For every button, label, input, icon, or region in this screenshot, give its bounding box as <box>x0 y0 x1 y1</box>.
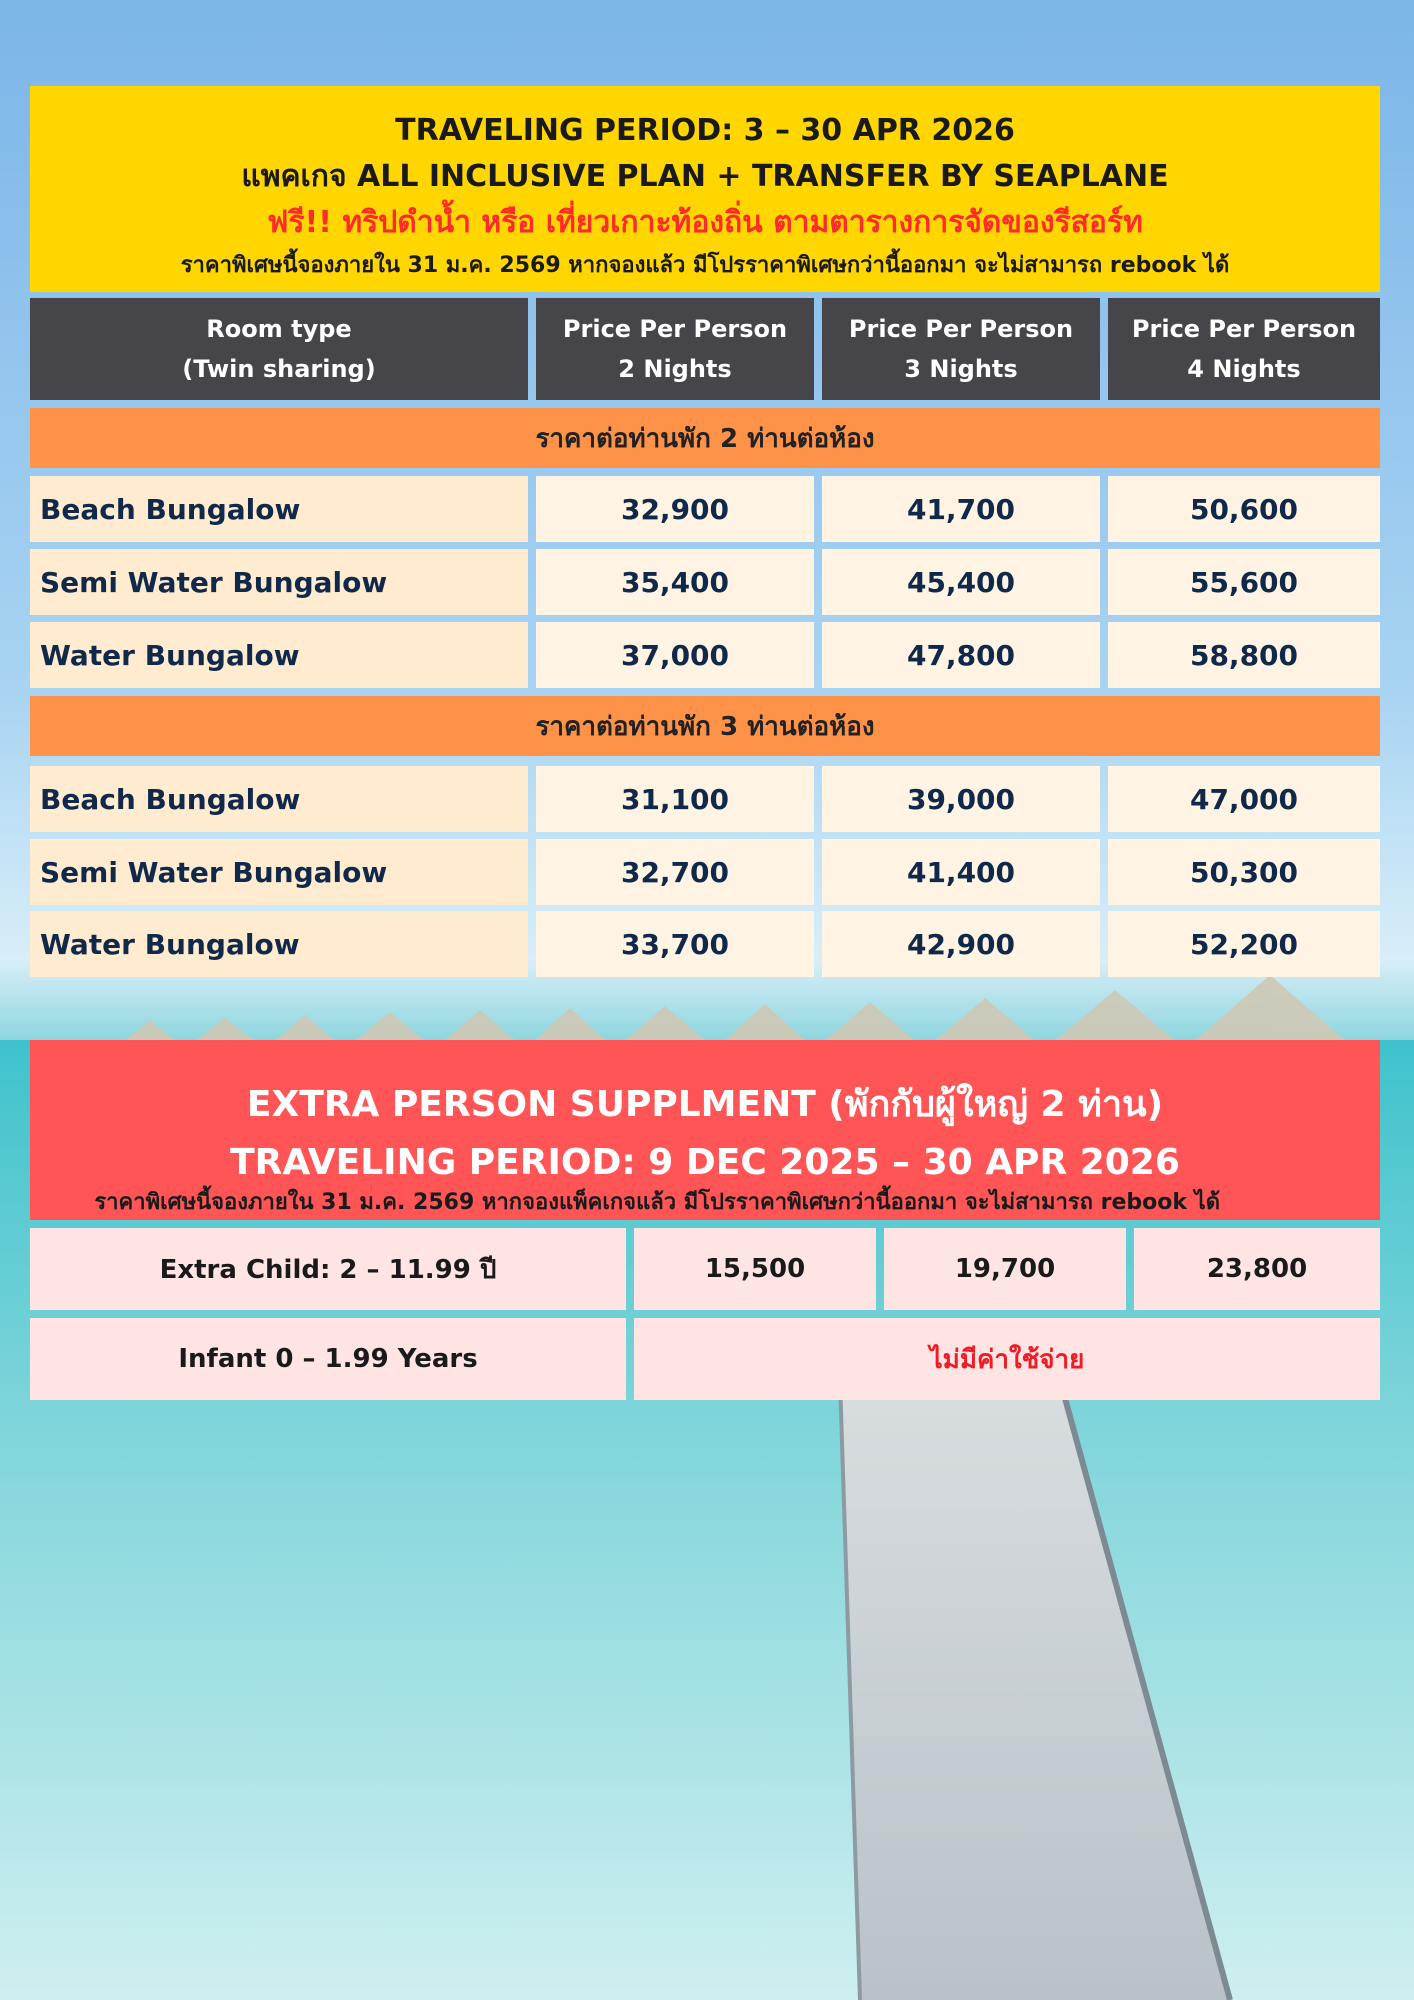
price-cell: 33,700 <box>536 911 814 977</box>
header-line: (Twin sharing) <box>182 355 376 383</box>
room-name: Semi Water Bungalow <box>30 839 528 905</box>
price-cell: 58,800 <box>1108 622 1380 688</box>
room-name: Water Bungalow <box>30 622 528 688</box>
column-header-room-type <box>30 298 528 400</box>
price-cell: 50,600 <box>1108 476 1380 542</box>
infant-label: Infant 0 – 1.99 Years <box>30 1318 626 1400</box>
room-name: Beach Bungalow <box>30 766 528 832</box>
room-name: Semi Water Bungalow <box>30 549 528 615</box>
header-line: 3 Nights <box>904 355 1018 383</box>
price-cell: 42,900 <box>822 911 1100 977</box>
header-line: Price Per Person <box>1131 315 1357 343</box>
extra-booking-note: ราคาพิเศษนี้จองภายใน 31 ม.ค. 2569 หากจองแพ็คเกจแล้ว มีโปรราคาพิเศษกว่านี้ออกมา จะไม่สามารถ rebook ได้ <box>94 1190 1220 1215</box>
column-header-3-nights <box>822 298 1100 400</box>
price-cell: 47,000 <box>1108 766 1380 832</box>
price-cell: 32,700 <box>536 839 814 905</box>
extra-person-period: TRAVELING PERIOD: 9 DEC 2025 – 30 APR 2026 <box>230 1142 1180 1183</box>
section-title-3-per-room: ราคาต่อท่านพัก 3 ท่านต่อห้อง <box>30 696 1380 756</box>
section-title-2-per-room: ราคาต่อท่านพัก 2 ท่านต่อห้อง <box>30 408 1380 468</box>
price-cell: 47,800 <box>822 622 1100 688</box>
column-header-2-nights <box>536 298 814 400</box>
extra-child-price: 15,500 <box>634 1228 876 1310</box>
room-name: Water Bungalow <box>30 911 528 977</box>
price-cell: 35,400 <box>536 549 814 615</box>
package-title: แพคเกจ ALL INCLUSIVE PLAN + TRANSFER BY SEAPLANE <box>241 159 1169 194</box>
price-cell: 37,000 <box>536 622 814 688</box>
column-header-4-nights <box>1108 298 1380 400</box>
header-line: 2 Nights <box>618 355 732 383</box>
room-name: Beach Bungalow <box>30 476 528 542</box>
price-cell: 32,900 <box>536 476 814 542</box>
price-cell: 31,100 <box>536 766 814 832</box>
package-header <box>30 86 1380 292</box>
free-offer: ฟรี!! ทริปดำน้ำ หรือ เที่ยวเกาะท้องถิ่น ตามตารางการจัดของรีสอร์ท <box>267 205 1143 240</box>
header-line: 4 Nights <box>1187 355 1301 383</box>
price-cell: 39,000 <box>822 766 1100 832</box>
price-cell: 41,700 <box>822 476 1100 542</box>
traveling-period: TRAVELING PERIOD: 3 – 30 APR 2026 <box>395 113 1015 148</box>
extra-child-price: 23,800 <box>1134 1228 1380 1310</box>
header-line: Room type <box>206 315 352 343</box>
price-cell: 50,300 <box>1108 839 1380 905</box>
infant-free-of-charge: ไม่มีค่าใช้จ่าย <box>634 1318 1380 1400</box>
price-cell: 45,400 <box>822 549 1100 615</box>
header-line: Price Per Person <box>848 315 1074 343</box>
price-cell: 55,600 <box>1108 549 1380 615</box>
extra-child-label: Extra Child: 2 – 11.99 ปี <box>30 1228 626 1310</box>
booking-note: ราคาพิเศษนี้จองภายใน 31 ม.ค. 2569 หากจองแล้ว มีโปรราคาพิเศษกว่านี้ออกมา จะไม่สามารถ rebook ได้ <box>180 253 1230 278</box>
header-line: Price Per Person <box>562 315 788 343</box>
water-huts <box>120 975 1350 1045</box>
extra-person-title: EXTRA PERSON SUPPLMENT (พักกับผู้ใหญ่ 2 ท่าน) <box>246 1084 1164 1125</box>
price-cell: 52,200 <box>1108 911 1380 977</box>
price-cell: 41,400 <box>822 839 1100 905</box>
extra-child-price: 19,700 <box>884 1228 1126 1310</box>
